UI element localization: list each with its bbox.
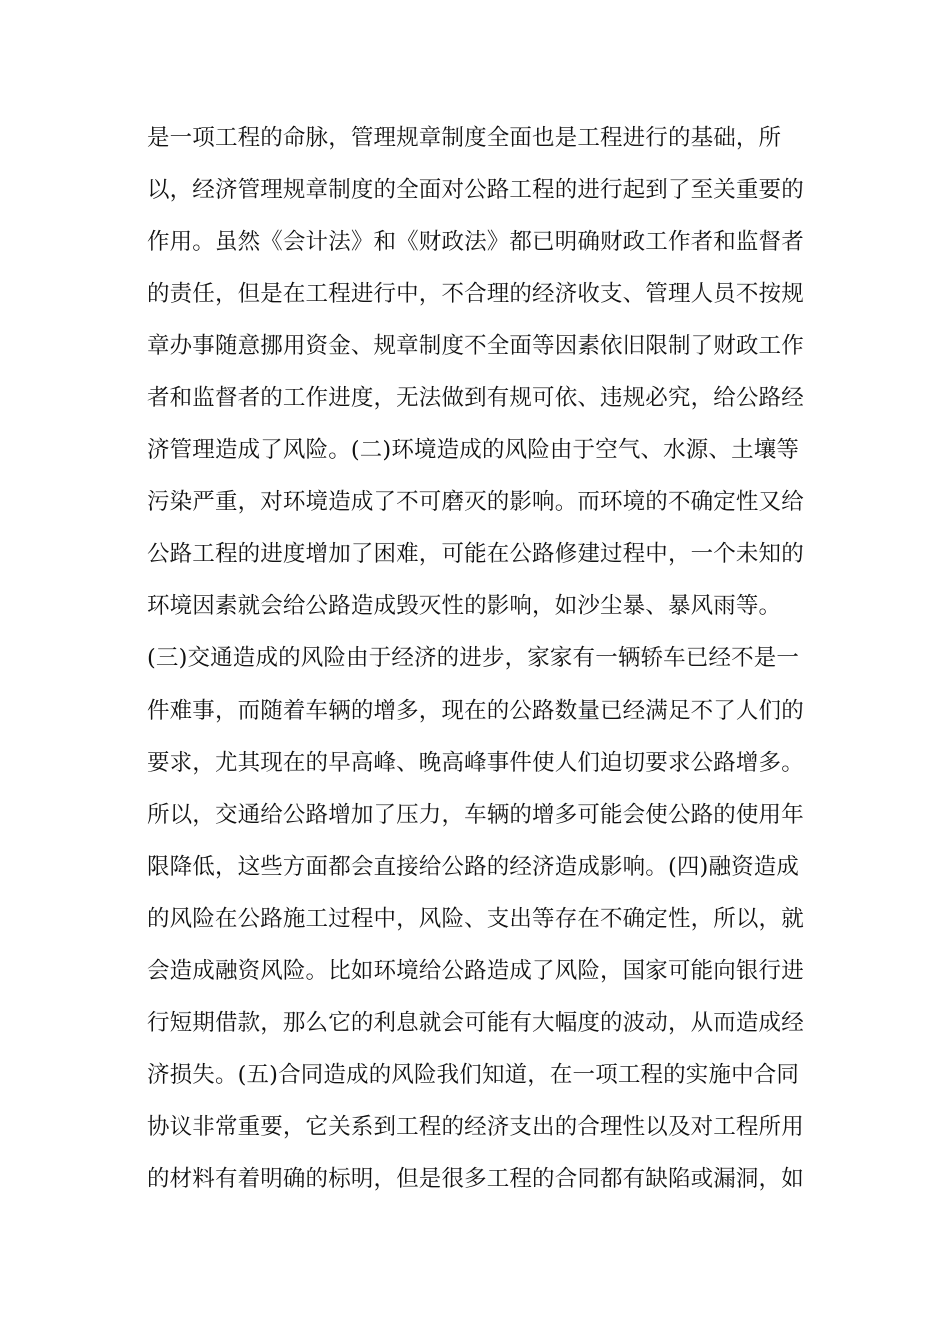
body-paragraph [147,118,807,1211]
text-line-8: 污染严重，对环境造成了不可磨灭的影响。而环境的不确定性又给 [147,489,804,516]
text-line-7: 济管理造成了风险。(二)环境造成的风险由于空气、水源、土壤等 [147,437,800,464]
text-line-4: 的责任，但是在工程进行中，不合理的经济收支、管理人员不按规 [147,281,804,308]
text-line-1: 是一项工程的命脉，管理规章制度全面也是工程进行的基础，所 [147,125,782,151]
text-line-9: 公路工程的进度增加了困难，可能在公路修建过程中，一个未知的 [147,541,804,568]
text-line-19: 济损失。(五)合同造成的风险我们知道，在一项工程的实施中合同 [147,1061,800,1088]
text-line-16: 的风险在公路施工过程中，风险、支出等存在不确定性，所以，就 [147,905,804,932]
text-line-14: 所以，交通给公路增加了压力，车辆的增多可能会使公路的使用年 [147,801,804,828]
text-line-15: 限降低，这些方面都会直接给公路的经济造成影响。(四)融资造成 [147,853,800,880]
text-line-5: 章办事随意挪用资金、规章制度不全面等因素依旧限制了财政工作 [147,333,804,360]
text-line-12: 件难事，而随着车辆的增多，现在的公路数量已经满足不了人们的 [147,697,804,724]
text-line-18: 行短期借款，那么它的利息就会可能有大幅度的波动，从而造成经 [147,1009,804,1036]
text-line-6: 者和监督者的工作进度，无法做到有规可依、违规必究，给公路经 [147,385,804,412]
text-line-21: 的材料有着明确的标明，但是很多工程的合同都有缺陷或漏洞，如 [147,1165,804,1192]
text-line-3: 作用。虽然《会计法》和《财政法》都已明确财政工作者和监督者 [147,229,804,256]
text-line-2: 以，经济管理规章制度的全面对公路工程的进行起到了至关重要的 [147,177,804,204]
text-line-17: 会造成融资风险。比如环境给公路造成了风险，国家可能向银行进 [147,957,804,984]
text-line-20: 协议非常重要，它关系到工程的经济支出的合理性以及对工程所用 [147,1113,804,1140]
text-line-11: (三)交通造成的风险由于经济的进步，家家有一辆轿车已经不是一 [147,645,800,672]
text-line-10: 环境因素就会给公路造成毁灭性的影响，如沙尘暴、暴风雨等。 [147,593,782,620]
text-line-13: 要求，尤其现在的早高峰、晚高峰事件使人们迫切要求公路增多。 [147,749,804,776]
